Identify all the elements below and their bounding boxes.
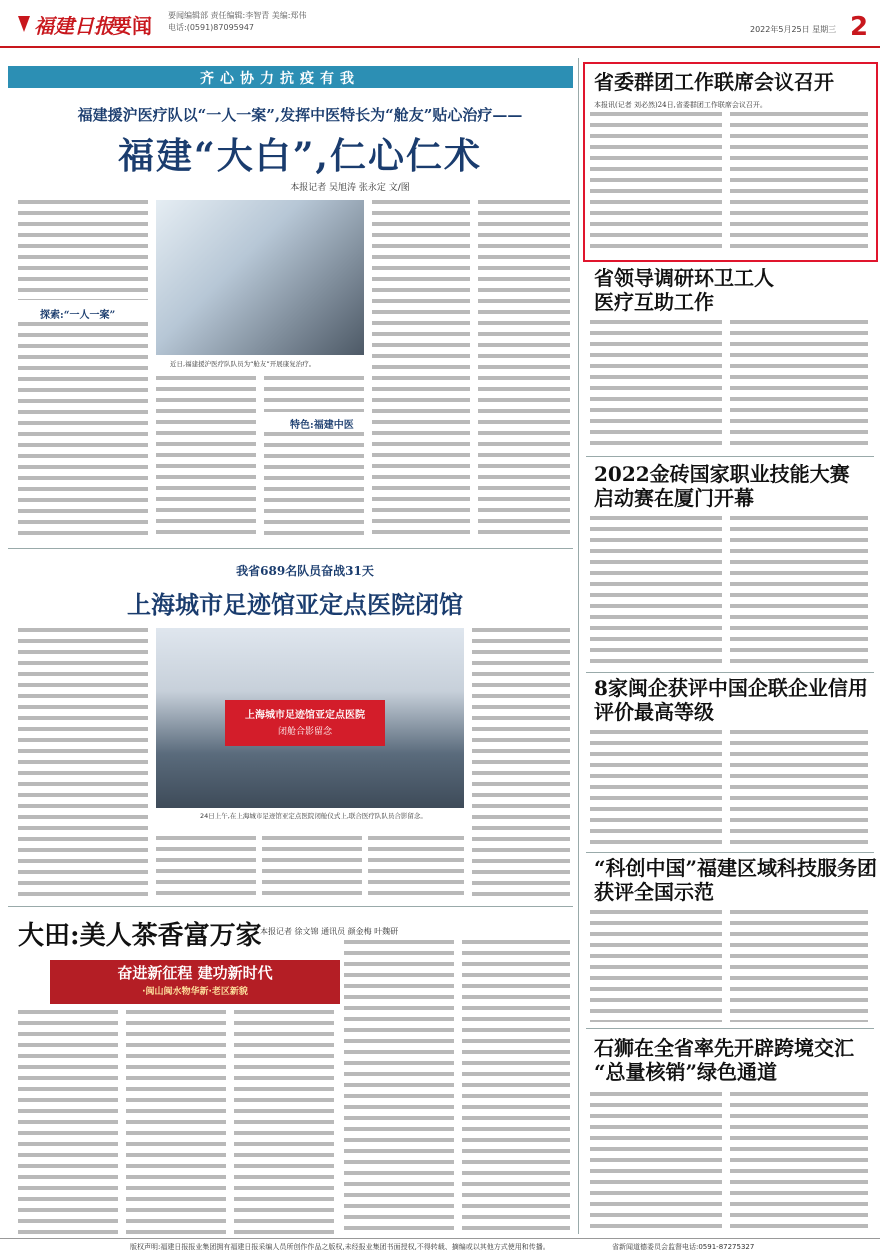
story2-headline-line-2: 医疗互助工作 <box>594 290 714 314</box>
lead-column-5 <box>478 200 570 536</box>
shanghai-column-4 <box>368 836 464 898</box>
story3-rule <box>586 672 874 673</box>
datian-byline: 本报记者 徐文锦 通讯员 颜金梅 叶魏研 <box>260 927 399 936</box>
masthead-rule <box>0 46 880 48</box>
lead-byline: 本报记者 吴旭涛 张永定 文/图 <box>290 183 410 193</box>
series-promo-subtitle: ·闽山闽水物华新·老区新貌 <box>142 987 248 997</box>
story6-body-1 <box>590 1092 722 1234</box>
featured-story-headline: 省委群团工作联席会议召开 <box>594 70 834 94</box>
shanghai-photo-banner-text-2: 闭舱合影留念 <box>277 727 332 737</box>
story5-body-2 <box>730 910 868 1022</box>
featured-story-body-2 <box>730 112 868 252</box>
editor-line-2: 电话:(0591)87095947 <box>168 23 255 32</box>
story3-body-1 <box>590 516 722 666</box>
story4-headline-line-1: 8家闽企获评中国企联企业信用 <box>594 676 868 700</box>
story6-headline-line-2: “总量核销”绿色通道 <box>594 1060 778 1084</box>
masthead-logo: 福建日报 <box>34 14 114 38</box>
story6-headline-line-1: 石狮在全省率先开辟跨境交汇 <box>594 1036 854 1060</box>
shanghai-column-2 <box>156 836 256 898</box>
lead-photo <box>156 200 364 355</box>
featured-story-body-1 <box>590 112 722 252</box>
datian-column-4 <box>344 940 454 1234</box>
shanghai-headline: 上海城市足迹馆亚定点医院闭馆 <box>127 590 463 619</box>
story5-headline-line-2: 获评全国示范 <box>594 880 714 904</box>
story3-headline-line-2: 启动赛在厦门开幕 <box>594 486 754 510</box>
story2-body-1 <box>590 320 722 448</box>
story4-rule <box>586 852 874 853</box>
lead-column-1b <box>18 322 148 537</box>
datian-column-1 <box>18 1010 118 1234</box>
story2-rule <box>586 456 874 457</box>
lead-column-1 <box>18 200 148 300</box>
campaign-banner-text: 齐心协力抗疫有我 <box>200 71 360 87</box>
lead-subhead-2: 特色:福建中医 <box>290 420 354 431</box>
logo-icon <box>16 12 30 26</box>
section-tag: 要闻 <box>112 14 152 38</box>
lead-subhead-1: 探索:“一人一案” <box>40 310 116 321</box>
story4-headline-line-2: 评价最高等级 <box>594 700 714 724</box>
editor-info <box>168 10 306 34</box>
column-separator <box>578 58 579 1234</box>
shanghai-column-5 <box>472 628 570 898</box>
series-promo-title: 奋进新征程 建功新时代 <box>117 964 273 982</box>
story5-body-1 <box>590 910 722 1022</box>
story5-headline-line-1: “科创中国”福建区域科技服务团 <box>594 856 878 880</box>
shanghai-column-1 <box>18 628 148 898</box>
shanghai-photo-caption: 24日上午,在上海城市足迹馆亚定点医院闭舱仪式上,联合医疗队队员合影留念。 <box>200 812 427 820</box>
shanghai-bottom-rule <box>8 906 573 907</box>
issue-date: 2022年5月25日 星期三 <box>750 25 837 34</box>
datian-column-2 <box>126 1010 226 1234</box>
story2-headline-line-1: 省领导调研环卫工人 <box>594 266 774 290</box>
shanghai-kicker: 我省689名队员奋战31天 <box>236 564 374 578</box>
lead-column-3 <box>264 376 364 412</box>
shanghai-column-3 <box>262 836 362 898</box>
shanghai-photo-banner-text: 上海城市足迹馆亚定点医院 <box>245 710 365 721</box>
datian-column-5 <box>462 940 570 1234</box>
story5-rule <box>586 1028 874 1029</box>
editor-line-1: 要闻编辑部 责任编辑:李智青 美编:郑伟 <box>168 11 307 20</box>
lead-kicker: 福建援沪医疗队以“一人一案”,发挥中医特长为“舱友”贴心治疗—— <box>77 106 523 124</box>
lead-column-3b <box>264 432 364 536</box>
story6-body-2 <box>730 1092 868 1234</box>
lead-headline: 福建“大白”,仁心仁术 <box>118 135 482 177</box>
page-number: 2 <box>850 12 869 42</box>
lead-column-2 <box>156 376 256 536</box>
lead-bottom-rule <box>8 548 573 549</box>
copyright-notice: 版权声明:福建日报报业集团拥有福建日报采编人员所创作作品之版权,未经报业集团书面授权,不得转载、摘编或以其他方式使用和传播。 <box>130 1243 550 1251</box>
story2-body-2 <box>730 320 868 448</box>
story3-headline-line-1: 2022金砖国家职业技能大赛 <box>594 462 850 486</box>
featured-story-lead: 本报讯(记者 刘必然)24日,省委群团工作联席会议召开。 <box>594 101 767 109</box>
story3-body-2 <box>730 516 868 666</box>
story4-body-2 <box>730 730 868 846</box>
lead-photo-caption: 近日,福建援沪医疗队队员为“舱友”开展康复治疗。 <box>170 360 316 368</box>
datian-column-3 <box>234 1010 334 1234</box>
datian-headline: 大田:美人茶香富万家 <box>18 921 262 951</box>
story4-body-1 <box>590 730 722 846</box>
lead-column-4 <box>372 200 470 536</box>
ethics-hotline: 省新闻道德委员会监督电话:0591-87275327 <box>612 1243 755 1251</box>
